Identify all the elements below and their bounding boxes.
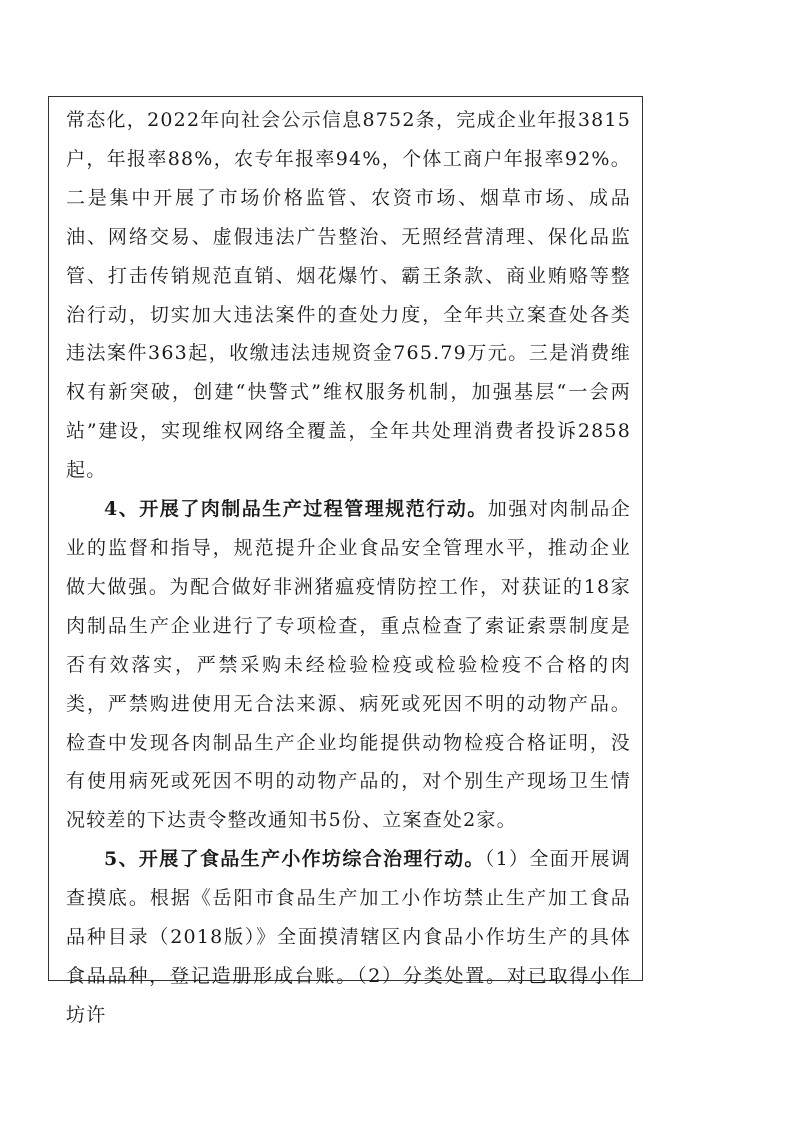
document-body bbox=[66, 101, 631, 1035]
paragraph-heading: 5、开展了食品生产小作坊综合治理行动。 bbox=[104, 848, 485, 871]
paragraph-continued bbox=[66, 101, 631, 490]
paragraph-text: 常态化，2022年向社会公示信息8752条，完成企业年报3815户，年报率88%，农专年报率94%，个体工商户年报率92%。二是集中开展了市场价格监管、农资市场、烟草市场、成品油、网络交易、虚假违法广告整治、无照经营清理、保化品监管、打击传销规范直销、烟花爆竹、霸王条款、商业贿赂等整治行动，切实加大违法案件的查处力度，全年共立案查处各类违法案件363起，收缴违法违规资金765.79万元。三是消费维权有新突破，创建“快警式”维权服务机制，加强基层“一会两站”建设，实现维权网络全覆盖，全年共处理消费者投诉2858起。 bbox=[66, 109, 631, 482]
paragraph-text: （1）全面开展调查摸底。根据《岳阳市食品生产加工小作坊禁止生产加工食品品种目录（2018版）》全面摸清辖区内食品小作坊生产的具体食品品种，登记造册形成台账。（2）分类处置。对已取得小作坊许 bbox=[66, 848, 631, 1026]
paragraph-small-workshops bbox=[66, 840, 631, 1035]
paragraph-meat-products bbox=[66, 490, 631, 840]
paragraph-text: 加强对肉制品企业的监督和指导，规范提升企业食品安全管理水平，推动企业做大做强。为配合做好非洲猪瘟疫情防控工作，对获证的18家肉制品生产企业进行了专项检查，重点检查了索证索票制度是否有效落实，严禁采购未经检验检疫或检验检疫不合格的肉类，严禁购进使用无合法来源、病死或死因不明的动物产品。检查中发现各肉制品生产企业均能提供动物检疫合格证明，没有使用病死或死因不明的动物产品的，对个别生产现场卫生情况较差的下达责令整改通知书5份、立案查处2家。 bbox=[66, 498, 631, 832]
paragraph-heading: 4、开展了肉制品生产过程管理规范行动。 bbox=[104, 498, 488, 521]
